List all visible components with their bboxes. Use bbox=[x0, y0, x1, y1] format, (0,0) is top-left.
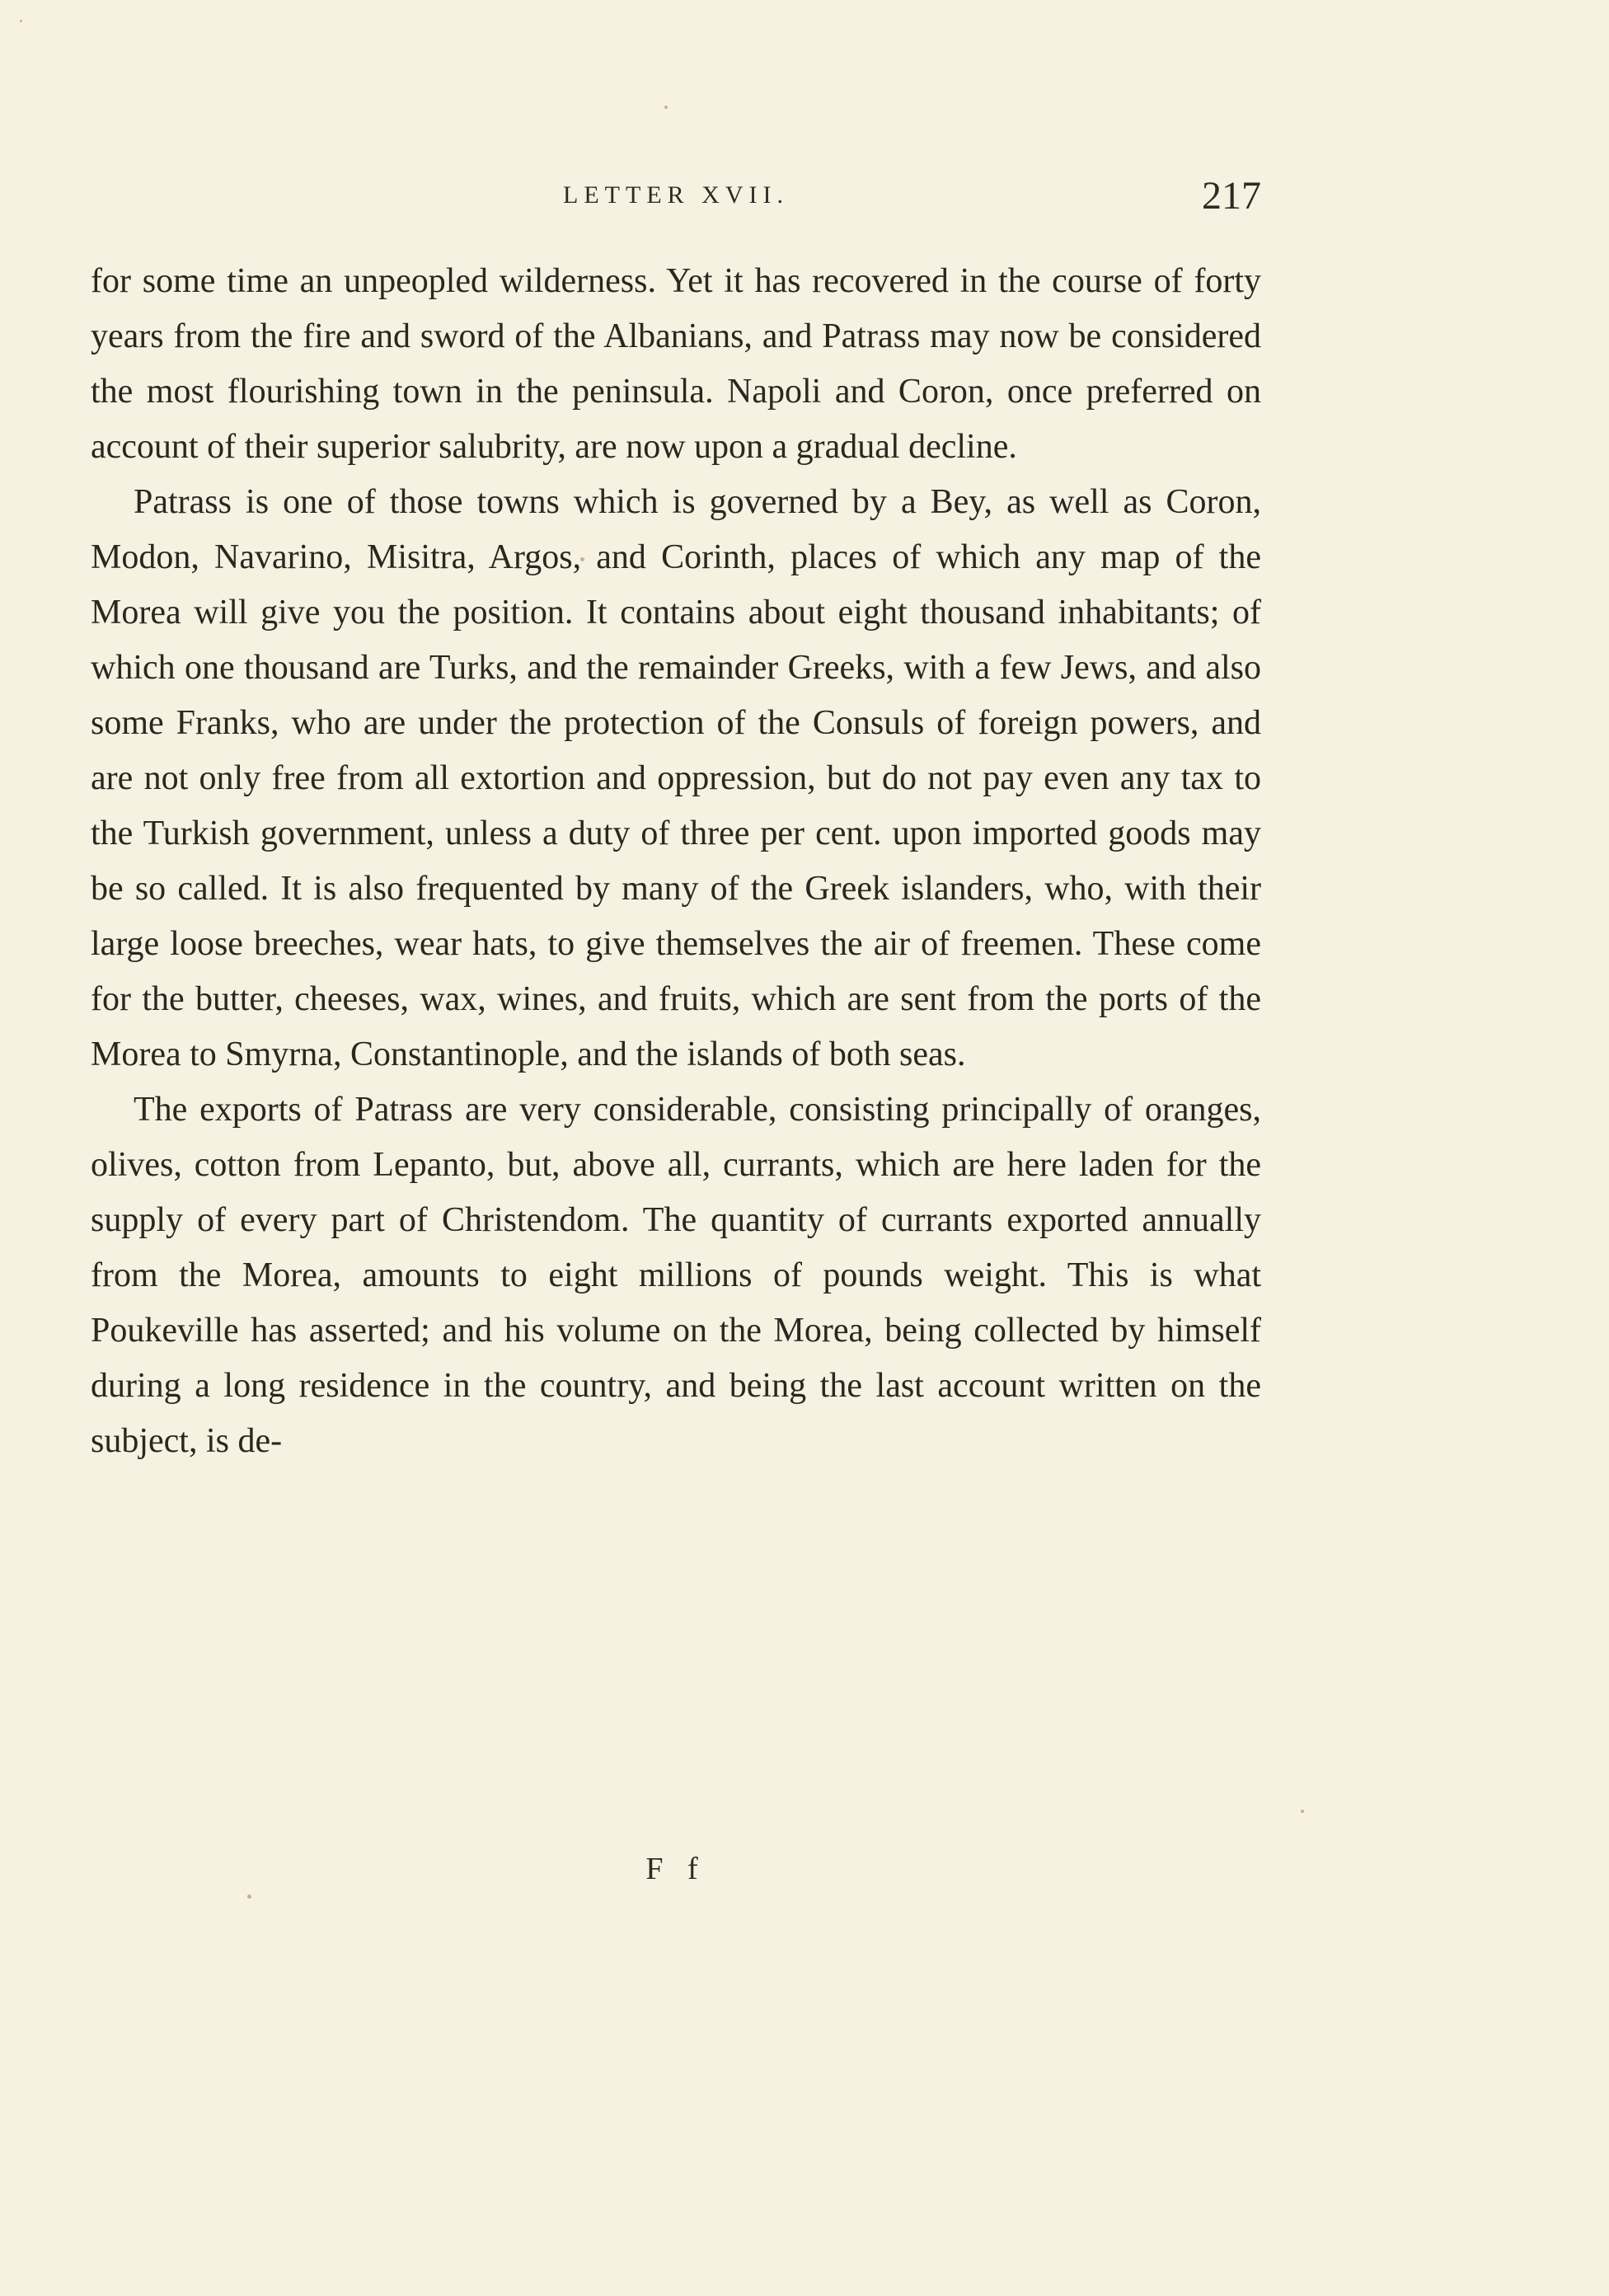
paragraph-3: The exports of Patrass are very considerable, consisting principally of oranges, olives, cotton from Lepanto, but, above all, currants, which are here laden for the supply of every part of Christendom. The quantity of currants exported annually from the Morea, amounts to eight millions of pounds weight. This is what Poukeville has asserted; and his volume on the Morea, being collected by himself during a long residence in the country, and being the last account written on the subject, is de- bbox=[91, 1091, 1261, 1460]
paper-speck bbox=[664, 106, 668, 109]
running-head bbox=[91, 173, 1261, 223]
page-number: 217 bbox=[1202, 174, 1261, 218]
paper-speck bbox=[20, 20, 22, 22]
body-text bbox=[91, 254, 1261, 1469]
paragraph-2: Patrass is one of those towns which is governed by a Bey, as well as Coron, Modon, Navarino, Misitra, Argos, and Corinth, places of which any map of the Morea will give you the position. It contains about eight thousand inhabitants; of which one thousand are Turks, and the remainder Greeks, with a few Jews, and also some Franks, who are under the protection of the Consuls of foreign powers, and are not only free from all extortion and oppression, but do not pay even any tax to the Turkish government, unless a duty of three per cent. upon imported goods may be so called. It is also frequented by many of the Greek islanders, who, with their large loose breeches, wear hats, to give themselves the air of freemen. These come for the butter, cheeses, wax, wines, and fruits, which are sent from the ports of the Morea to Smyrna, Constantinople, and the islands of both seas. bbox=[91, 483, 1261, 1073]
paper-speck bbox=[247, 1895, 251, 1899]
paper-speck bbox=[1301, 1810, 1304, 1813]
signature-mark: F f bbox=[645, 1852, 706, 1886]
running-title: LETTER XVII. bbox=[563, 181, 789, 209]
paragraph-1: for some time an unpeopled wilderness. Yet it has recovered in the course of forty years from the fire and sword of the Albanians, and Patrass may now be considered the most flourishing town in the peninsula. Napoli and Coron, once preferred on account of their superior salubrity, are now upon a gradual decline. bbox=[91, 262, 1261, 466]
